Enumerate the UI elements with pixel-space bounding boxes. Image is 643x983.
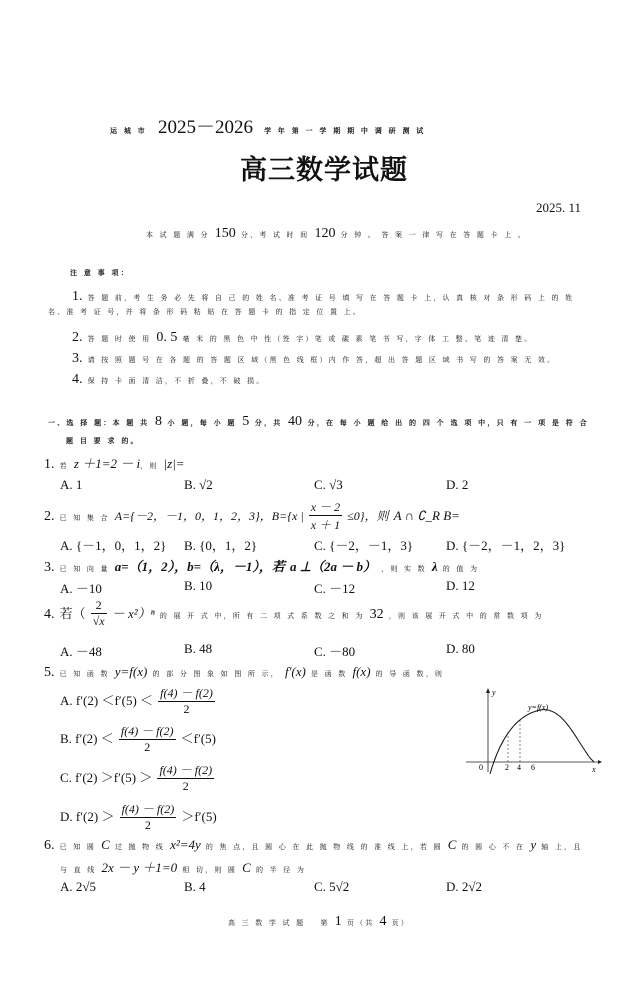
q4-option-a[interactable]: A. －48	[60, 644, 102, 659]
question-2: 2. 已 知 集 合 A={－2，－1，0，1，2，3}，B={x | $\frac{x - 2}{x + 1}$ ≤0}，则 A ∩ ∁_R B=	[44, 500, 460, 532]
exam-info: 本 试 题 满 分 150 分，考 试 时 间 120 分 钟 。 答 案 一 律 写 在 答 题 卡 上 。	[146, 226, 527, 241]
x-axis-arrow	[598, 760, 602, 764]
y-axis-label: y	[492, 688, 496, 697]
page-title: 高三数学试题	[240, 155, 408, 186]
tick-6: 6	[531, 763, 535, 772]
q1-option-d[interactable]: D. 2	[446, 477, 469, 492]
q4-option-b[interactable]: B. 48	[184, 641, 213, 656]
q3-option-a[interactable]: A. －10	[60, 581, 102, 596]
q4-option-d[interactable]: D. 80	[446, 641, 475, 656]
q4-option-c[interactable]: C. －80	[314, 644, 356, 659]
q5-option-c[interactable]: C. f′(2) ＞f′(5) ＞ $\frac{f(4) - f(2)}{2}$	[60, 763, 213, 793]
q2-option-a[interactable]: A. {－1，0，1，2}	[60, 538, 167, 553]
q3-option-b[interactable]: B. 10	[184, 578, 213, 593]
function-graph	[462, 686, 602, 774]
q6-option-c[interactable]: C. 5√2	[314, 879, 350, 894]
tick-4: 4	[517, 763, 521, 772]
note-3: 3. 请 按 照 题 号 在 各 题 的 答 题 区 域（黑 色 线 框）内 作 答，超 出 答 题 区 域 书 写 的 答 案 无 效。	[72, 351, 557, 366]
q5-option-a[interactable]: A. f′(2) ＜f′(5) ＜ $\frac{f(4) - f(2)}{2}$	[60, 686, 213, 716]
exam-date: 2025. 11	[536, 200, 582, 215]
question-4: 4. 若（ $\frac{2}{√x}$ － x²）ⁿ 的 展 开 式 中，所 有 二 项 式 系 数 之 和 为 32 ，则 该 展 开 式 中 的 常 数 项 为	[44, 598, 544, 628]
q5-option-d[interactable]: D. f′(2) ＞ $\frac{f(4) - f(2)}{2}$ ＞f′(5)	[60, 802, 217, 832]
exam-time: 120	[314, 226, 336, 241]
full-score: 150	[214, 226, 236, 241]
question-5: 5. 已 知 函 数 y=f(x) 的 部 分 图 象 如 图 所 示， f′(x) 是 函 数 f(x) 的 导 函 数，则	[44, 664, 445, 680]
q6-option-d[interactable]: D. 2√2	[446, 879, 483, 894]
q3-option-c[interactable]: C. －12	[314, 581, 356, 596]
header-years: 2025－2026	[157, 117, 253, 138]
y-axis-arrow	[486, 688, 490, 693]
question-6: 6. 已 知 圆 C 过 抛 物 线 x²=4y 的 焦 点，且 圆 心 在 此 抛 物 线 的 准 线 上，若 圆 C 的 圆 心 不 在 y 轴 上，且	[44, 837, 583, 853]
note-2: 2. 答 题 时 使 用 0. 5 毫 米 的 黑 色 中 性（签 字）笔 或 碳 素 笔 书 写，字 体 工 整、笔 迹 清 楚。	[72, 330, 534, 345]
curve-label: y=f(x)	[528, 703, 549, 712]
q1-option-b[interactable]: B. √2	[184, 477, 213, 492]
q2-option-b[interactable]: B. {0，1，2}	[184, 538, 258, 553]
q1-option-a[interactable]: A. 1	[60, 477, 83, 492]
q2-fraction: $\frac{x - 2}{x + 1}$	[310, 500, 341, 532]
q5-option-b[interactable]: B. f′(2) ＜ $\frac{f(4) - f(2)}{2}$ ＜f′(5)	[60, 724, 216, 754]
notes-heading: 注 意 事 项：	[70, 268, 130, 277]
note-1-cont: 名、准 考 证 号，并 将 条 形 码 粘 贴 在 答 题 卡 的 指 定 位 置 上。	[48, 308, 363, 316]
q3-option-d[interactable]: D. 12	[446, 578, 475, 593]
note-4: 4. 保 持 卡 面 清 洁，不 折 叠，不 破 损。	[72, 372, 266, 387]
tick-2: 2	[505, 763, 509, 772]
question-6-cont: 与 直 线 2x － y ＋1=0 相 切，则 圆 C 的 半 径 为	[60, 860, 307, 875]
q2-option-d[interactable]: D. {－2，－1，2，3}	[446, 538, 566, 553]
q1-option-c[interactable]: C. √3	[314, 477, 343, 492]
note-1: 1. 答 题 前，考 生 务 必 先 将 自 己 的 姓 名、准 考 证 号 填 写 在 答 题 卡 上，认 真 核 对 条 形 码 上 的 姓	[72, 289, 575, 304]
q4-fraction: $\frac{2}{√x}$	[92, 598, 105, 628]
question-1: 1. 若 z ＋1=2 － i，则 |z|=	[44, 456, 185, 472]
section-heading-cont: 题 目 要 求 的。	[66, 436, 140, 445]
q6-option-a[interactable]: A. 2√5	[60, 879, 97, 894]
exam-header	[110, 112, 426, 139]
header-suffix: 学 年 第 一 学 期 期 中 调 研 测 试	[264, 126, 426, 135]
origin-label: 0	[479, 763, 483, 772]
q6-option-b[interactable]: B. 4	[184, 879, 206, 894]
page-footer: 高 三 数 学 试 题 第 1 页（共 4 页）	[228, 914, 411, 929]
q2-option-c[interactable]: C. {－2，－1，3}	[314, 538, 414, 553]
x-axis-label: x	[592, 765, 596, 774]
header-prefix: 运 城 市	[110, 126, 147, 135]
section-heading: 一、选 择 题：本 题 共 8 小 题，每 小 题 5 分，共 40 分，在 每 小 题 给 出 的 四 个 选 项 中，只 有 一 项 是 符 合	[48, 414, 589, 429]
question-3: 3. 已 知 向 量 a=（1，2），b=（λ，－1），若 a ⊥（2a － b） ，则 实 数 λ 的 值 为	[44, 559, 480, 575]
